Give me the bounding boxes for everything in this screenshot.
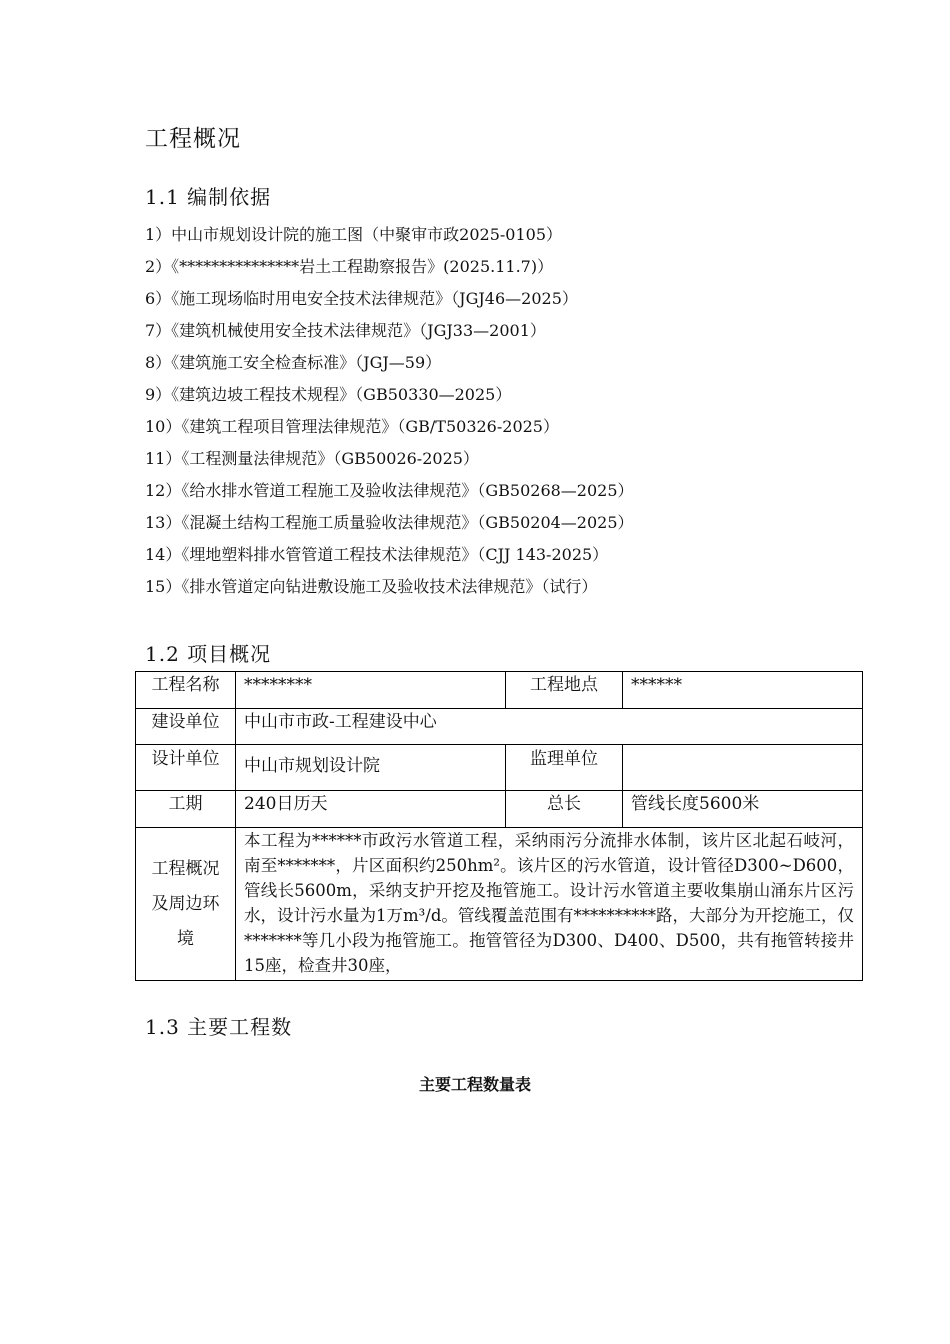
overview-label-line: 及周边环 [151,893,220,914]
table-caption: 主要工程数量表 [418,1075,531,1094]
table-row [136,672,863,709]
list-item: 1）中山市规划设计院的施工图（中聚审市政2025-0105） [145,225,563,244]
list-item: 11）《工程测量法律规范》（GB50026-2025） [145,449,479,468]
location-value: ****** [623,672,863,709]
section-heading-basis: 1.1 编制依据 [145,185,272,209]
list-item: 8）《建筑施工安全检查标准》（JGJ—59） [145,353,442,372]
project-name-label: 工程名称 [136,672,236,709]
list-item: 9）《建筑边坡工程技术规程》（GB50330—2025） [145,385,512,404]
length-label: 总长 [506,791,623,828]
table-row [136,709,863,745]
section-heading-overview: 1.2 项目概况 [145,642,272,666]
supervisor-label: 监理单位 [506,745,623,791]
length-value: 管线长度5600米 [623,791,863,828]
table-row [136,828,863,981]
designer-label: 设计单位 [136,745,236,791]
overview-label [136,828,236,981]
project-name-value: ******** [236,672,506,709]
list-item: 13）《混凝土结构工程施工质量验收法律规范》（GB50204—2025） [145,513,634,532]
list-item: 7）《建筑机械使用安全技术法律规范》（JGJ33—2001） [145,321,546,340]
duration-label: 工期 [136,791,236,828]
builder-value: 中山市市政-工程建设中心 [236,709,863,745]
builder-label: 建设单位 [136,709,236,745]
list-item: 2）《***************岩土工程勘察报告》(2025.11.7)） [145,257,554,276]
designer-value: 中山市规划设计院 [236,745,506,791]
list-item: 12）《给水排水管道工程施工及验收法律规范》（GB50268—2025） [145,481,634,500]
project-info-table [135,671,863,981]
location-label: 工程地点 [506,672,623,709]
table-row [136,791,863,828]
list-item: 6）《施工现场临时用电安全技术法律规范》（JGJ46—2025） [145,289,578,308]
table-row [136,745,863,791]
list-item: 10）《建筑工程项目管理法律规范》（GB/T50326-2025） [145,417,559,436]
list-item: 15）《排水管道定向钻进敷设施工及验收技术法律规范》（试行） [145,577,598,596]
page-title: 工程概况 [145,126,241,152]
overview-label-line: 工程概况 [151,858,220,879]
overview-label-line: 境 [177,928,194,949]
duration-value: 240日历天 [236,791,506,828]
overview-text: 本工程为******市政污水管道工程，采纳雨污分流排水体制，该片区北起石岐河，南至*******，片区面积约250hm²。该片区的污水管道，设计管径D300~D600，管线长5600m，采纳支护开挖及拖管施工。设计污水管道主要收集崩山涌东片区污水，设计污水量为1万m³/d。管线覆盖范围有**********路，大部分为开挖施工，仅*******等几小段为拖管施工。拖管管径为D300、D400、D500，共有拖管转接井15座，检查井30座， [236,828,863,981]
section-heading-quantities: 1.3 主要工程数 [145,1015,293,1039]
supervisor-value [623,745,863,791]
list-item: 14）《埋地塑料排水管管道工程技术法律规范》（CJJ 143-2025） [145,545,609,564]
reference-list [145,222,634,606]
